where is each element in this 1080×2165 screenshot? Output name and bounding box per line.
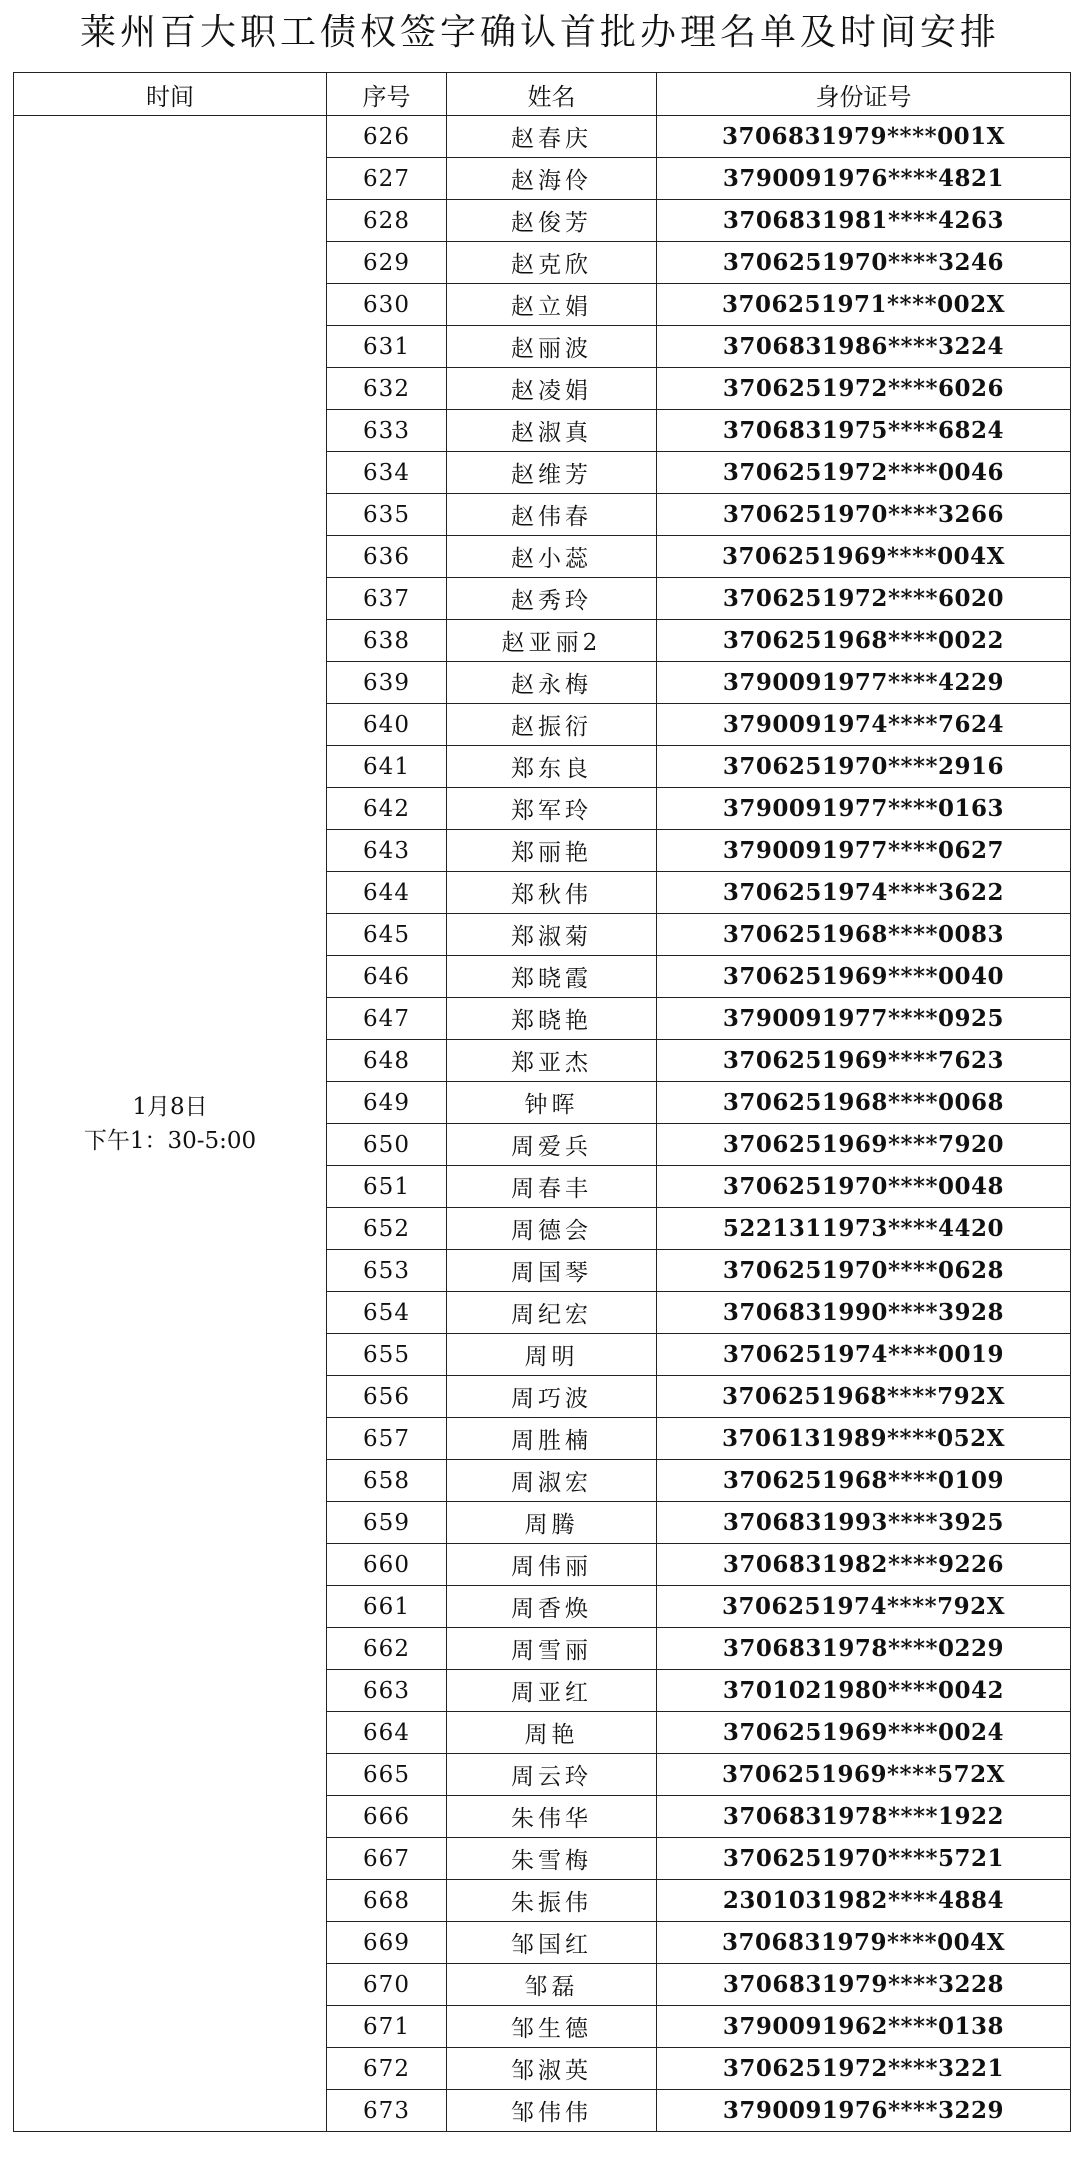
row-name: 邹国红 xyxy=(447,1922,657,1964)
row-id-number: 3706251970****0048 xyxy=(657,1166,1071,1208)
row-seq: 651 xyxy=(327,1166,447,1208)
row-seq: 664 xyxy=(327,1712,447,1754)
row-id-number: 3790091977****0163 xyxy=(657,788,1071,830)
row-seq: 638 xyxy=(327,620,447,662)
row-name: 赵振衍 xyxy=(447,704,657,746)
column-header-name: 姓名 xyxy=(447,73,657,116)
row-id-number: 3706131989****052X xyxy=(657,1418,1071,1460)
row-seq: 666 xyxy=(327,1796,447,1838)
row-id-number: 3706251970****0628 xyxy=(657,1250,1071,1292)
row-seq: 648 xyxy=(327,1040,447,1082)
row-name: 朱伟华 xyxy=(447,1796,657,1838)
row-seq: 657 xyxy=(327,1418,447,1460)
row-name: 郑军玲 xyxy=(447,788,657,830)
row-seq: 647 xyxy=(327,998,447,1040)
row-seq: 673 xyxy=(327,2090,447,2132)
row-name: 赵春庆 xyxy=(447,116,657,158)
row-name: 赵亚丽2 xyxy=(447,620,657,662)
row-name: 赵海伶 xyxy=(447,158,657,200)
row-name: 郑东良 xyxy=(447,746,657,788)
row-seq: 644 xyxy=(327,872,447,914)
row-seq: 655 xyxy=(327,1334,447,1376)
row-seq: 630 xyxy=(327,284,447,326)
row-name: 周云玲 xyxy=(447,1754,657,1796)
row-name: 郑淑菊 xyxy=(447,914,657,956)
row-id-number: 3706831990****3928 xyxy=(657,1292,1071,1334)
row-seq: 639 xyxy=(327,662,447,704)
row-seq: 633 xyxy=(327,410,447,452)
row-seq: 642 xyxy=(327,788,447,830)
row-id-number: 3706831979****3228 xyxy=(657,1964,1071,2006)
row-name: 赵秀玲 xyxy=(447,578,657,620)
column-header-seq: 序号 xyxy=(327,73,447,116)
page-title: 莱州百大职工债权签字确认首批办理名单及时间安排 xyxy=(79,12,1000,53)
time-slot-date: 1月8日 xyxy=(132,1093,208,1120)
row-name: 赵永梅 xyxy=(447,662,657,704)
row-seq: 653 xyxy=(327,1250,447,1292)
row-id-number: 3790091962****0138 xyxy=(657,2006,1071,2048)
row-seq: 649 xyxy=(327,1082,447,1124)
row-seq: 670 xyxy=(327,1964,447,2006)
row-name: 周艳 xyxy=(447,1712,657,1754)
row-id-number: 3706831979****004X xyxy=(657,1922,1071,1964)
row-seq: 634 xyxy=(327,452,447,494)
row-id-number: 3706831978****0229 xyxy=(657,1628,1071,1670)
row-id-number: 2301031982****4884 xyxy=(657,1880,1071,1922)
row-name: 周香焕 xyxy=(447,1586,657,1628)
row-name: 郑丽艳 xyxy=(447,830,657,872)
row-seq: 626 xyxy=(327,116,447,158)
row-id-number: 3706251970****5721 xyxy=(657,1838,1071,1880)
row-seq: 641 xyxy=(327,746,447,788)
row-name: 周春丰 xyxy=(447,1166,657,1208)
row-seq: 637 xyxy=(327,578,447,620)
column-header-id: 身份证号 xyxy=(657,73,1071,116)
row-name: 赵小蕊 xyxy=(447,536,657,578)
row-name: 郑亚杰 xyxy=(447,1040,657,1082)
row-name: 周腾 xyxy=(447,1502,657,1544)
row-seq: 668 xyxy=(327,1880,447,1922)
row-id-number: 3790091977****0627 xyxy=(657,830,1071,872)
row-name: 邹生德 xyxy=(447,2006,657,2048)
row-id-number: 3706251969****004X xyxy=(657,536,1071,578)
row-name: 周国琴 xyxy=(447,1250,657,1292)
row-name: 赵伟春 xyxy=(447,494,657,536)
row-seq: 646 xyxy=(327,956,447,998)
row-name: 周淑宏 xyxy=(447,1460,657,1502)
row-id-number: 3706831981****4263 xyxy=(657,200,1071,242)
row-seq: 671 xyxy=(327,2006,447,2048)
row-id-number: 3706831978****1922 xyxy=(657,1796,1071,1838)
row-id-number: 3706251972****6020 xyxy=(657,578,1071,620)
row-id-number: 3706251968****0109 xyxy=(657,1460,1071,1502)
row-name: 赵丽波 xyxy=(447,326,657,368)
row-id-number: 3706831986****3224 xyxy=(657,326,1071,368)
row-name: 赵淑真 xyxy=(447,410,657,452)
row-id-number: 3706251968****0022 xyxy=(657,620,1071,662)
column-header-time: 时间 xyxy=(14,73,327,116)
row-name: 周雪丽 xyxy=(447,1628,657,1670)
row-seq: 656 xyxy=(327,1376,447,1418)
row-id-number: 3706251970****3266 xyxy=(657,494,1071,536)
row-id-number: 3790091977****4229 xyxy=(657,662,1071,704)
row-id-number: 3706251970****3246 xyxy=(657,242,1071,284)
row-seq: 661 xyxy=(327,1586,447,1628)
row-id-number: 3706251968****792X xyxy=(657,1376,1071,1418)
row-name: 郑晓艳 xyxy=(447,998,657,1040)
row-id-number: 3706251970****2916 xyxy=(657,746,1071,788)
row-id-number: 3706251968****0068 xyxy=(657,1082,1071,1124)
roster-body xyxy=(14,116,1071,2132)
row-name: 周德会 xyxy=(447,1208,657,1250)
row-id-number: 3706251969****0024 xyxy=(657,1712,1071,1754)
header-row xyxy=(14,73,1071,116)
row-seq: 660 xyxy=(327,1544,447,1586)
row-name: 朱振伟 xyxy=(447,1880,657,1922)
row-seq: 652 xyxy=(327,1208,447,1250)
row-id-number: 3706831975****6824 xyxy=(657,410,1071,452)
time-slot-period: 下午1：30-5:00 xyxy=(83,1127,257,1154)
row-id-number: 3701021980****0042 xyxy=(657,1670,1071,1712)
row-seq: 665 xyxy=(327,1754,447,1796)
row-id-number: 3790091976****4821 xyxy=(657,158,1071,200)
row-id-number: 3706251969****572X xyxy=(657,1754,1071,1796)
row-id-number: 3706251974****3622 xyxy=(657,872,1071,914)
row-id-number: 3706251969****7623 xyxy=(657,1040,1071,1082)
row-name: 邹伟伟 xyxy=(447,2090,657,2132)
row-seq: 643 xyxy=(327,830,447,872)
row-name: 郑秋伟 xyxy=(447,872,657,914)
row-name: 邹磊 xyxy=(447,1964,657,2006)
row-id-number: 3706251969****0040 xyxy=(657,956,1071,998)
row-name: 赵俊芳 xyxy=(447,200,657,242)
row-id-number: 3706831993****3925 xyxy=(657,1502,1071,1544)
row-seq: 632 xyxy=(327,368,447,410)
row-id-number: 3790091977****0925 xyxy=(657,998,1071,1040)
row-id-number: 3706251974****0019 xyxy=(657,1334,1071,1376)
row-seq: 636 xyxy=(327,536,447,578)
row-id-number: 3706831979****001X xyxy=(657,116,1071,158)
row-seq: 672 xyxy=(327,2048,447,2090)
row-seq: 645 xyxy=(327,914,447,956)
row-seq: 669 xyxy=(327,1922,447,1964)
row-seq: 650 xyxy=(327,1124,447,1166)
row-id-number: 3706251969****7920 xyxy=(657,1124,1071,1166)
row-seq: 663 xyxy=(327,1670,447,1712)
row-id-number: 3706251971****002X xyxy=(657,284,1071,326)
row-name: 周伟丽 xyxy=(447,1544,657,1586)
row-name: 赵立娟 xyxy=(447,284,657,326)
row-seq: 667 xyxy=(327,1838,447,1880)
row-seq: 654 xyxy=(327,1292,447,1334)
row-seq: 662 xyxy=(327,1628,447,1670)
row-seq: 629 xyxy=(327,242,447,284)
time-slot-cell xyxy=(14,116,327,2132)
row-name: 周亚红 xyxy=(447,1670,657,1712)
row-id-number: 3706251968****0083 xyxy=(657,914,1071,956)
row-id-number: 3706251972****3221 xyxy=(657,2048,1071,2090)
row-name: 周巧波 xyxy=(447,1376,657,1418)
row-name: 周明 xyxy=(447,1334,657,1376)
row-name: 钟晖 xyxy=(447,1082,657,1124)
row-name: 邹淑英 xyxy=(447,2048,657,2090)
row-seq: 658 xyxy=(327,1460,447,1502)
row-id-number: 3706251974****792X xyxy=(657,1586,1071,1628)
row-id-number: 3790091974****7624 xyxy=(657,704,1071,746)
row-id-number: 5221311973****4420 xyxy=(657,1208,1071,1250)
row-name: 朱雪梅 xyxy=(447,1838,657,1880)
row-name: 周纪宏 xyxy=(447,1292,657,1334)
row-name: 赵克欣 xyxy=(447,242,657,284)
table-row xyxy=(14,116,1071,158)
row-seq: 659 xyxy=(327,1502,447,1544)
row-seq: 628 xyxy=(327,200,447,242)
row-id-number: 3706831982****9226 xyxy=(657,1544,1071,1586)
row-seq: 635 xyxy=(327,494,447,536)
row-id-number: 3706251972****6026 xyxy=(657,368,1071,410)
row-name: 周胜楠 xyxy=(447,1418,657,1460)
row-seq: 640 xyxy=(327,704,447,746)
roster-table xyxy=(13,72,1071,2132)
row-id-number: 3790091976****3229 xyxy=(657,2090,1071,2132)
row-name: 郑晓霞 xyxy=(447,956,657,998)
row-id-number: 3706251972****0046 xyxy=(657,452,1071,494)
row-seq: 627 xyxy=(327,158,447,200)
row-seq: 631 xyxy=(327,326,447,368)
row-name: 赵维芳 xyxy=(447,452,657,494)
row-name: 赵凌娟 xyxy=(447,368,657,410)
row-name: 周爱兵 xyxy=(447,1124,657,1166)
